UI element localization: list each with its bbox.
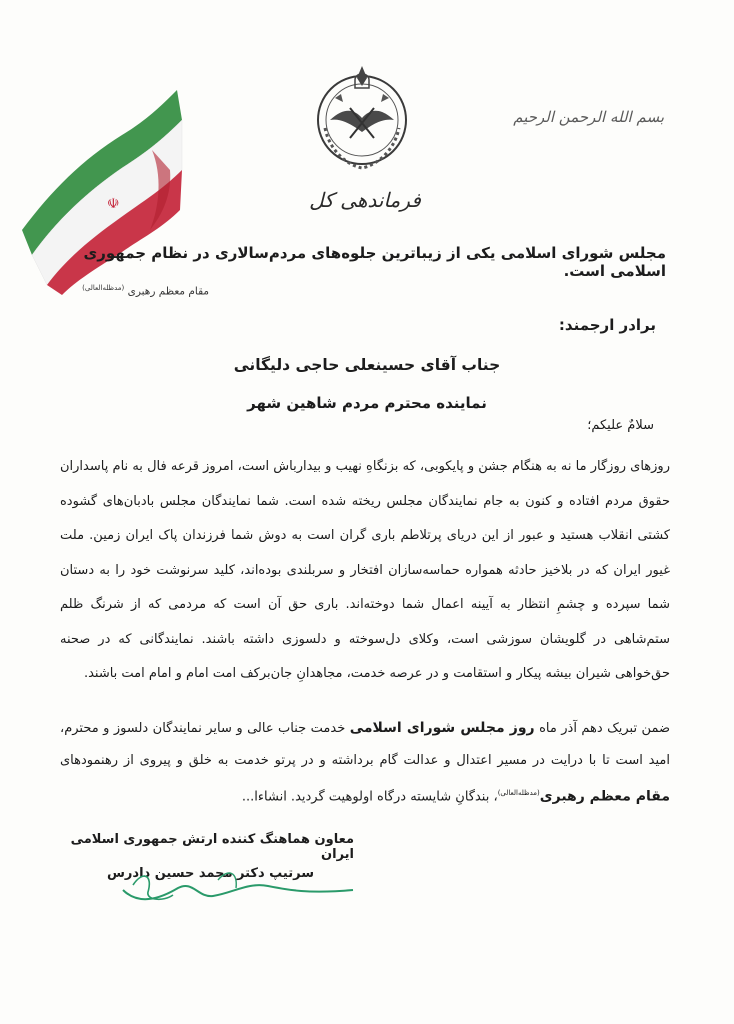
p2-bold-majlis-day: روز مجلس شورای اسلامی — [349, 720, 535, 736]
headline-quote: مجلس شورای اسلامی یکی از زیباترین جلوه‌های مردم‌سالاری در نظام جمهوری اسلامی است. — [83, 244, 666, 280]
attribution-text: مقام معظم رهبری — [127, 285, 209, 298]
p2-text-3: ، بندگانِ شایسته درگاه اولوهیت گردید. انشاءا... — [241, 789, 498, 805]
svg-text:☫: ☫ — [107, 196, 120, 212]
quote-attribution — [29, 284, 209, 298]
emblem-caption: فرماندهی کل — [309, 188, 421, 212]
signer-name: سرتیپ دکتر محمد حسین دادرس — [106, 866, 314, 881]
signer-title: معاون هماهنگ کننده ارتش جمهوری اسلامی ایران — [70, 832, 354, 862]
greeting: سلامٌ علیکم؛ — [587, 418, 654, 433]
body-paragraph-2 — [60, 712, 670, 813]
body-paragraph-1: روزهای روزگار ما نه به هنگام جشن و پایکوبی، که بزنگاهِ نهیب و بیدارباش است، امروز قرعه فال به نام پاسداران حقوق مردم افتاده و کنون به جام نمایندگان مجلس ریخته شده است. شما نمایندگان مجلس بادبان‌های گشوده کشتی انقلاب هستید و عبور از این دریای پرتلاطم باری گران است به دوش شما فرزندان پاک ایران زمین. ملت غیور ایران که در بلاخیز حادثه همواره حماسه‌سازان افتخار و سربلندی بوده‌اند، کلید سرنوشت خود را به دستان شما سپرده و چشمِ انتظار به آیینه اعمال شما دوخته‌اند. باری حق آن است که مردمی که از شرنگ ظلم ستم‌شاهی در گلویشان سوزشی است، وکلای دل‌سوخته و دلسوزی داشته باشند. نمایندگانی که در صحنه حق‌خواهی شیران بیشه پیکار و استقامت و در عرصه خدمت، مجاهدانِ جان‌برکف امت امام و امام امت باشند. — [60, 459, 670, 681]
salutation: برادر ارجمند: — [558, 316, 656, 334]
addressee-title: نماینده محترم مردم شاهین شهر — [247, 394, 487, 412]
p2-sup: (مدظله‌العالی) — [497, 789, 540, 797]
addressee-name: جناب آقای حسینعلی حاجی دلیگانی — [233, 356, 501, 374]
p2-bold-leader: مقام معظم رهبری — [539, 788, 670, 805]
p2-text-1: ضمن تبریک دهم آذر ماه — [534, 721, 670, 736]
attribution-sup: (مدظله‌العالی) — [82, 284, 125, 292]
army-emblem-icon — [305, 58, 420, 173]
bismillah-calligraphy: بسم الله الرحمن الرحيم — [513, 108, 664, 126]
p2-text-2: خدمت جناب عالی و سایر نمایندگان دلسوز و محترم، امید است تا با درایت در مسیر اعتدال و عدالت گام برداشته و در پرتو خدمت به خلق و پیروی از رهنمودهای — [60, 721, 670, 768]
handwritten-signature-icon — [118, 860, 358, 910]
